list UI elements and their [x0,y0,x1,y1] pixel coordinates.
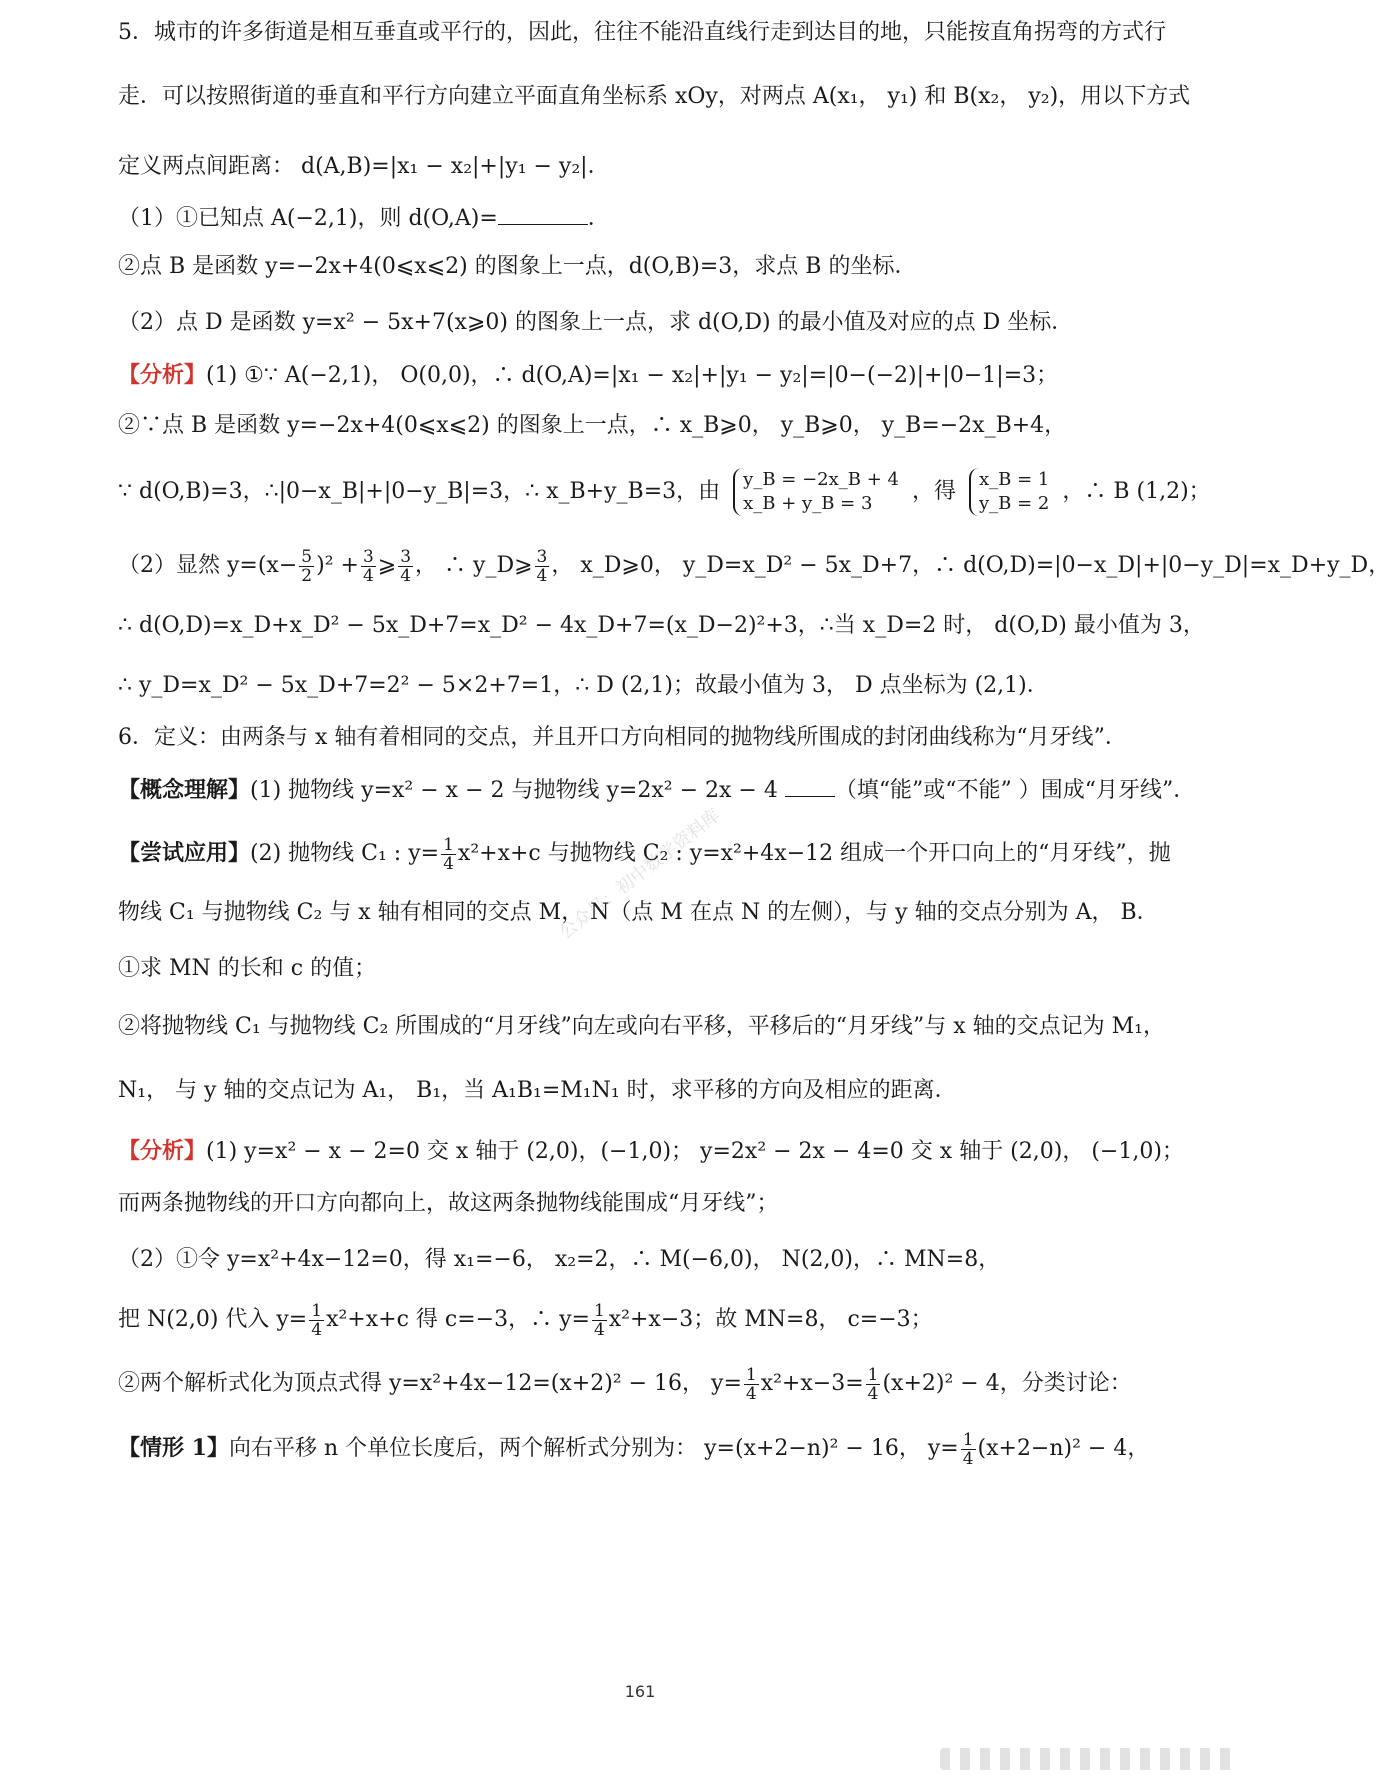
concept-label: 【概念理解】 [118,777,251,803]
answer-blank [785,778,835,797]
p6-b4 [118,1295,1240,1347]
page-number: 161 [624,1682,656,1701]
case-label: 【情形 1】 [118,1435,229,1461]
answer-blank [498,206,588,225]
fraction: $\frac{1}{4}$ [311,1300,323,1340]
equation-system-2 [969,468,1049,516]
p6-b5-mid: x²+x−3= [760,1371,864,1396]
fraction: $\frac{3}{4}$ [362,546,374,586]
p5-line3: 定义两点间距离： d(A,B)=|x₁ − x₂|+|y₁ − y₂|． [118,154,610,179]
try-label: 【尝试应用】 [118,840,251,866]
p6-b3: （2）①令 y=x²+4x−12=0，得 x₁=−6， x₂=2，∴ M(−6,0)， N(2,0)，∴ MN=8， [118,1247,1001,1272]
p5-analysis-1 [118,360,1240,391]
p6-b5-post: (x+2)² − 4，分类讨论： [882,1371,1132,1396]
sys2-bottom: y_B = 2 [978,493,1050,514]
p5-a4 [118,541,1390,593]
sys2-top: x_B = 1 [978,469,1050,490]
fraction: $\frac{1}{4}$ [593,1300,605,1340]
p5-a2: ②∵点 B 是函数 y=−2x+4(0⩽x⩽2) 的图象上一点，∴ x_B⩾0， y_B⩾0， y_B=−2x_B+4， [118,413,1067,438]
p5-line1: 5．城市的许多街道是相互垂直或平行的，因此，往往不能沿直线行走到达目的地，只能按直角拐弯的方式行 [118,20,1167,45]
p6-analysis-1 [118,1136,1240,1167]
p6-b1: (1) y=x² − x − 2=0 交 x 轴于 (2,0)，(−1,0)； y=2x² − 2x − 4=0 交 x 轴于 (2,0)， (−1,0)； [206,1139,1184,1164]
p5-a3-pre: ∵ d(O,B)=3，∴|0−x_B|+|0−y_B|=3，∴ x_B+y_B=3，由 [118,479,721,504]
p5-q1a-text: （1）①已知点 A(−2,1)，则 d(O,A)= [118,206,498,231]
fraction: $\frac{3}{4}$ [400,546,412,586]
footer-decoration [940,1748,1240,1770]
p5-line2: 走．可以按照街道的垂直和平行方向建立平面直角坐标系 xOy，对两点 A(x₁， y₁) 和 B(x₂， y₂)，用以下方式 [118,84,1191,109]
fraction: $\frac{1}{4}$ [745,1364,757,1404]
equation-system-1 [733,468,899,516]
p6-q2a: ②将抛物线 C₁ 与抛物线 C₂ 所围成的“月牙线”向左或向右平移，平移后的“月牙线”与 x 轴的交点记为 M₁， [118,1014,1166,1039]
p5-a4-post: ， x_D⩾0， y_D=x_D² − 5x_D+7，∴ d(O,D)=|0−x_D|+|0−y_D|=x_D+y_D， [551,553,1390,578]
p6-b5 [118,1359,1240,1411]
p6-b5-pre: ②两个解析式化为顶点式得 y=x²+4x−12=(x+2)² − 16， y= [118,1371,742,1396]
watermark: 公众号：初中数学资料库 [555,804,725,944]
p6-b6-post: (x+2−n)² − 4， [977,1436,1150,1461]
p5-a5: ∴ d(O,D)=x_D+x_D² − 5x_D+7=x_D² − 4x_D+7=(x_D−2)²+3，∴当 x_D=2 时， d(O,D) 最小值为 3， [118,613,1205,638]
p6-try2: 物线 C₁ 与抛物线 C₂ 与 x 轴有相同的交点 M， N（点 M 在点 N 的左侧），与 y 轴的交点分别为 A， B． [118,900,1159,925]
p6-b4-pre: 把 N(2,0) 代入 y= [118,1307,308,1332]
p5-a3-mid: ，得 [911,479,956,504]
p6-concept-end: （填“能”或“不能” ）围成“月牙线”． [834,778,1196,803]
p5-q1a [118,204,1240,234]
p6-q1: ①求 MN 的长和 c 的值； [118,956,377,981]
p5-a3 [118,467,1240,521]
p5-q1a-end: ． [587,206,610,231]
p5-a4-mid3: ， ∴ y_D⩾ [415,553,533,578]
p6-concept [118,775,1240,806]
fraction: $\frac{1}{4}$ [962,1429,974,1469]
p5-q2: （2）点 D 是函数 y=x² − 5x+7(x⩾0) 的图象上一点，求 d(O,D) 的最小值及对应的点 D 坐标． [118,310,1074,335]
p6-try-post: x²+x+c 与抛物线 C₂ : y=x²+4x−12 组成一个开口向上的“月牙线”，抛 [457,841,1171,866]
p6-b6 [118,1423,1240,1475]
p6-line1: 6．定义：由两条与 x 轴有着相同的交点，并且开口方向相同的抛物线所围成的封闭曲线称为“月牙线”． [118,725,1127,750]
p5-a4-mid1: )² + [316,553,359,578]
p5-a1: (1) ①∵ A(−2,1)， O(0,0)，∴ d(O,A)=|x₁ − x₂|+|y₁ − y₂|=|0−(−2)|+|0−1|=3； [206,363,1059,388]
p6-b4-mid: x²+x+c 得 c=−3，∴ y= [326,1307,590,1332]
p6-try [118,828,1240,880]
fraction: $\frac{1}{4}$ [867,1364,879,1404]
fraction: $\frac{3}{4}$ [536,546,548,586]
analysis-label: 【分析】 [118,362,207,388]
p5-a3-post: ，∴ B (1,2)； [1062,479,1211,504]
p5-a6: ∴ y_D=x_D² − 5x_D+7=2² − 5×2+7=1，∴ D (2,1)；故最小值为 3， D 点坐标为 (2,1)． [118,673,1049,698]
p5-a4-pre: （2）显然 y=(x− [118,553,298,578]
p6-q2b: N₁， 与 y 轴的交点记为 A₁， B₁，当 A₁B₁=M₁N₁ 时，求平移的方向及相应的距离． [118,1078,957,1103]
analysis-label: 【分析】 [118,1138,207,1164]
sys1-top: y_B = −2x_B + 4 [743,469,899,490]
p5-q1b: ②点 B 是函数 y=−2x+4(0⩽x⩽2) 的图象上一点，d(O,B)=3，求点 B 的坐标． [118,254,917,279]
p6-concept-text: (1) 抛物线 y=x² − x − 2 与抛物线 y=2x² − 2x − 4 [250,778,778,803]
fraction: $\frac{5}{2}$ [301,546,313,586]
p6-b2: 而两条抛物线的开口方向都向上，故这两条抛物线能围成“月牙线”； [118,1191,779,1216]
p5-a4-mid2: ⩾ [377,553,397,578]
p6-b4-post: x²+x−3；故 MN=8， c=−3； [608,1307,933,1332]
p6-try-pre: (2) 抛物线 C₁ : y= [250,841,440,866]
sys1-bottom: x_B + y_B = 3 [743,493,873,514]
p6-b6-pre: 向右平移 n 个单位长度后，两个解析式分别为： y=(x+2−n)² − 16， y= [228,1436,959,1461]
fraction: $\frac{1}{4}$ [443,834,454,874]
